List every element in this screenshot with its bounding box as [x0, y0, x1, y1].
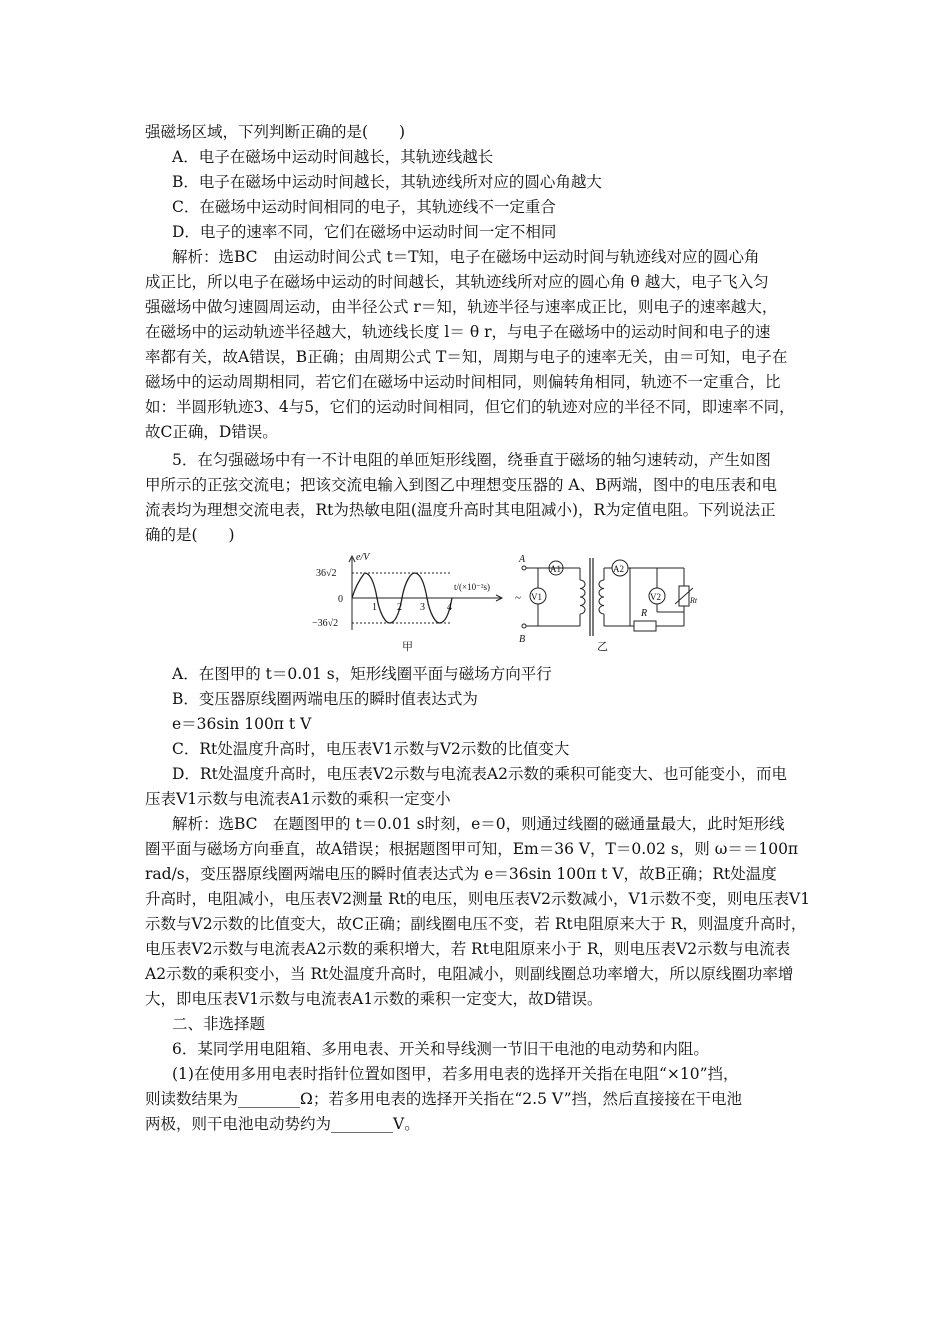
- ammeter-a2-label: A2: [613, 564, 624, 574]
- resistor-r-label: R: [641, 608, 648, 619]
- graph-x-tick: 2: [397, 602, 402, 613]
- terminal-a: [522, 566, 526, 570]
- resistor-r: [634, 621, 656, 631]
- question-5-figure: [312, 548, 698, 656]
- question-4-stem-tail: 强磁场区域，下列判断正确的是( ): [145, 123, 406, 141]
- question-5-stem-line: 甲所示的正弦交流电；把该交流电输入到图乙中理想变压器的 A、B两端，图中的电压表和电: [145, 476, 778, 494]
- graph-y-zero-label: 0: [338, 594, 343, 605]
- graph-x-tick: 1: [372, 602, 377, 613]
- question-6-line: 两极，则干电池电动势约为________V。: [145, 1115, 420, 1133]
- question-5-analysis-line: 电压表V2示数与电流表A2示数的乘积增大，若 Rt电阻原来小于 R，则电压表V2示数与电流表: [145, 940, 791, 958]
- question-4-analysis-line: 在磁场中的运动轨迹半径越大，轨迹线长度 l＝ θ r，与电子在磁场中的运动时间和电子的速: [145, 323, 771, 341]
- question-5-stem-line: 确的是( ): [145, 526, 235, 544]
- figure-label-jia: 甲: [402, 641, 413, 653]
- question-5-option-c: C．Rt处温度升高时，电压表V1示数与V2示数的比值变大: [172, 740, 570, 758]
- question-5-option-b-formula: e＝36sin 100π t V: [172, 715, 312, 733]
- thermistor-rt-label: Rt: [690, 596, 698, 605]
- figure-label-yi: 乙: [597, 641, 608, 653]
- graph-y-axis-label: e/V: [356, 552, 370, 563]
- secondary-coil: [599, 580, 604, 614]
- question-5-stem-line: 5．在匀强磁场中有一不计电阻的单匝矩形线圈，绕垂直于磁场的轴匀速转动，产生如图: [172, 451, 771, 469]
- question-4-option-d: D．电子的速率不同，它们在磁场中运动时间一定不相同: [172, 223, 557, 241]
- question-5-analysis-line: 示数与V2示数的比值变大，故C正确；副线圈电压不变，若 Rt电阻原来大于 R，则温度升高时，: [145, 915, 807, 933]
- question-4-analysis-line: 故C正确，D错误。: [145, 423, 278, 441]
- question-5-stem-line: 流表均为理想交流电表，Rt为热敏电阻(温度升高时其电阻减小)，R为定值电阻。下列说法正: [145, 501, 776, 519]
- ac-source-symbol: ~: [515, 592, 521, 604]
- question-4-analysis-line: 磁场中的运动周期相同，若它们在磁场中运动时间相同，则偏转角相同，轨迹不一定重合，比: [145, 373, 781, 391]
- voltmeter-v1-label: V1: [531, 592, 542, 602]
- graph-x-tick: 4: [447, 602, 452, 613]
- question-4-analysis-line: 率都有关，故A错误，B正确；由周期公式 T＝知，周期与电子的速率无关，由＝可知，电子在: [145, 348, 788, 366]
- question-5-option-b: B．变压器原线圈两端电压的瞬时值表达式为: [172, 690, 478, 708]
- question-5-analysis-line: 大，即电压表V1示数与电流表A1示数的乘积一定变大，故D错误。: [145, 990, 603, 1008]
- terminal-b-label: B: [519, 634, 526, 645]
- question-5-analysis-line: 圈平面与磁场方向垂直，故A错误；根据题图甲可知，Em＝36 V，T＝0.02 s，则 ω＝＝100π: [145, 840, 799, 858]
- question-4-option-b: B．电子在磁场中运动时间越长，其轨迹线所对应的圆心角越大: [172, 173, 602, 191]
- question-4-analysis-line: 成正比，所以电子在磁场中运动的时间越长，其轨迹线所对应的圆心角 θ 越大，电子飞入匀: [145, 273, 769, 291]
- question-4-analysis-line: 强磁场中做匀速圆周运动，由半径公式 r＝知，轨迹半径与速率成正比，则电子的速率越大，: [145, 298, 778, 316]
- question-5-analysis-line: 升高时，电阻减小，电压表V2测量 Rt的电压，则电压表V2示数减小，V1示数不变，则电压表V1: [145, 890, 811, 908]
- question-5-analysis-line: rad/s，变压器原线圈两端电压的瞬时值表达式为 e＝36sin 100π t V，故B正确；Rt处温度: [145, 865, 777, 883]
- terminal-b: [522, 624, 526, 628]
- question-4-analysis-line: 解析：选BC 由运动时间公式 t＝T知，电子在磁场中运动时间与轨迹线对应的圆心角: [172, 248, 760, 266]
- question-4-analysis-line: 如：半圆形轨迹3、4与5，它们的运动时间相同，但它们的轨迹对应的半径不同，即速率不同，: [145, 398, 795, 416]
- question-4-option-c: C．在磁场中运动时间相同的电子，其轨迹线不一定重合: [172, 198, 556, 216]
- question-5-option-a: A．在图甲的 t＝0.01 s，矩形线圈平面与磁场方向平行: [172, 665, 552, 683]
- question-5-analysis-line: 解析：选BC 在题图甲的 t＝0.01 s时刻，e＝0，则通过线圈的磁通量最大，此时矩形线: [172, 815, 785, 833]
- question-5-option-d: D．Rt处温度升高时，电压表V2示数与电流表A2示数的乘积可能变大、也可能变小，而电: [172, 765, 787, 783]
- terminal-a-label: A: [519, 554, 526, 565]
- question-4-option-a: A．电子在磁场中运动时间越长，其轨迹线越长: [172, 148, 494, 166]
- voltmeter-v2-label: V2: [650, 592, 661, 602]
- question-6-line: 则读数结果为________Ω；若多用电表的选择开关指在“2.5 V”挡，然后直接接在干电池: [145, 1090, 743, 1108]
- graph-x-axis-label: t/(×10⁻²s): [454, 582, 491, 592]
- section-heading: 二、非选择题: [172, 1015, 266, 1033]
- primary-coil: [580, 580, 585, 614]
- ammeter-a1-label: A1: [550, 564, 561, 574]
- graph-y-bottom-label: −36√2: [312, 618, 339, 629]
- question-6-line: (1)在使用多用电表时指针位置如图甲，若多用电表的选择开关指在电阻“×10”挡，: [172, 1065, 739, 1083]
- question-6-line: 6．某同学用电阻箱、多用电表、开关和导线测一节旧干电池的电动势和内阻。: [172, 1040, 709, 1058]
- graph-y-top-label: 36√2: [316, 568, 337, 579]
- graph-x-tick: 3: [420, 602, 425, 613]
- question-5-option-d-cont: 压表V1示数与电流表A1示数的乘积一定变小: [145, 790, 451, 808]
- question-5-analysis-line: A2示数的乘积变小，当 Rt处温度升高时，电阻减小，则副线圈总功率增大，所以原线圈功率增: [145, 965, 794, 983]
